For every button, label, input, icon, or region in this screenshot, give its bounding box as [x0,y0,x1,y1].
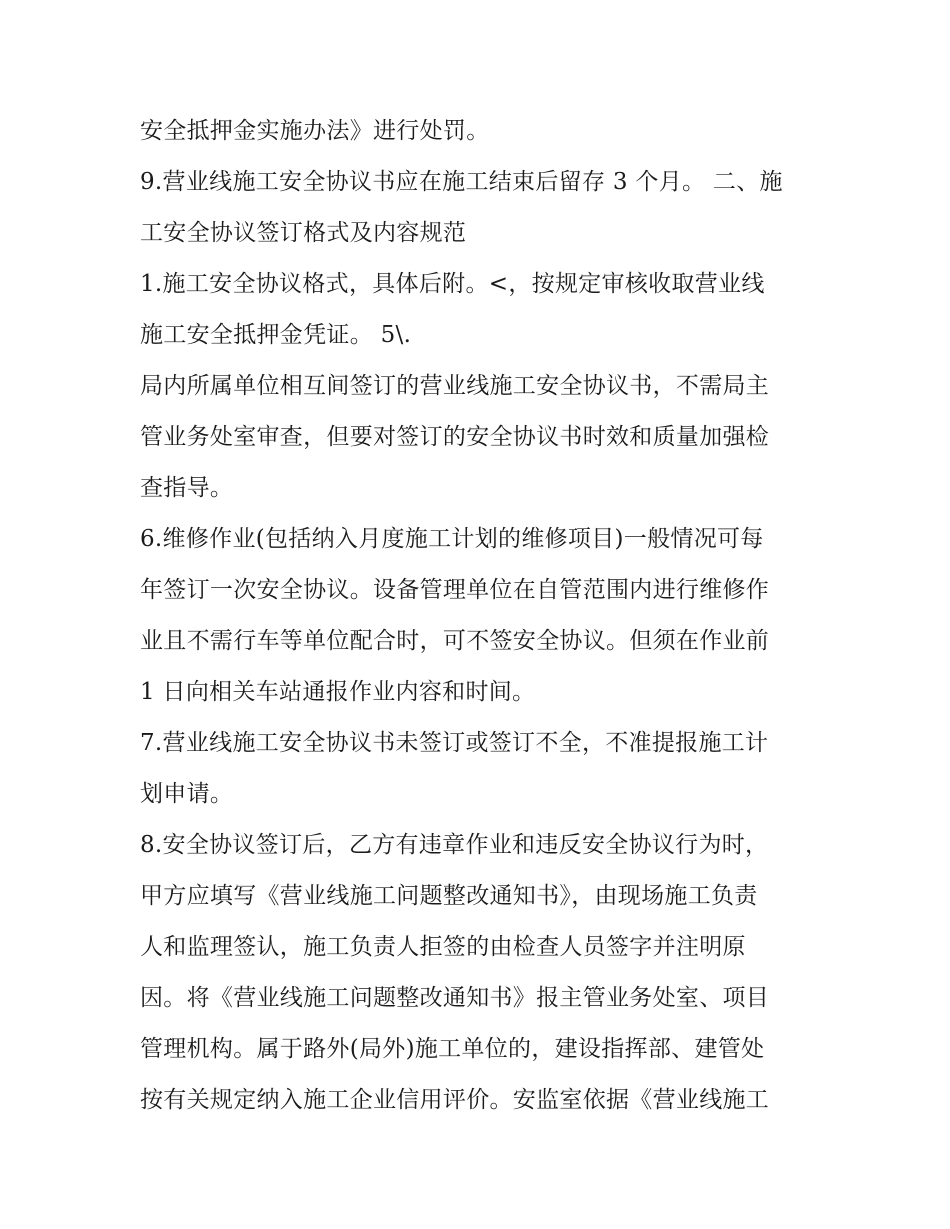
text-line-9: 6.维修作业(包括纳入月度施工计划的维修项目)一般情况可每 [140,526,764,552]
text-line-1: 安全抵押金实施办法》进行处罚。 [140,118,490,144]
text-line-6: 局内所属单位相互间签订的营业线施工安全协议书，不需局主 [140,373,770,399]
text-line-12: 1 日向相关车站通报作业内容和时间。 [140,679,536,705]
text-line-13: 7.营业线施工安全协议书未签订或签订不全，不准提报施工计 [140,730,769,756]
text-line-4: 1.施工安全协议格式，具体后附。<，按规定审核收取营业线 [140,271,765,297]
text-line-5: 施工安全抵押金凭证。 5\. [140,322,412,348]
text-line-18: 因。将《营业线施工问题整改通知书》报主管业务处室、项目 [140,985,770,1011]
text-line-3: 工安全协议签订格式及内容规范 [140,220,467,246]
text-line-7: 管业务处室审查，但要对签订的安全协议书时效和质量加强检 [140,424,770,450]
text-line-10: 年签订一次安全协议。设备管理单位在自管范围内进行维修作 [140,577,770,603]
text-line-14: 划申请。 [140,781,234,807]
text-line-19: 管理机构。属于路外(局外)施工单位的，建设指挥部、建管处 [140,1036,765,1062]
text-line-16: 甲方应填写《营业线施工问题整改通知书》，由现场施工负责 [140,883,758,909]
text-line-11: 业且不需行车等单位配合时，可不签安全协议。但须在作业前 [140,628,770,654]
document-body [140,106,820,1126]
text-line-20: 按有关规定纳入施工企业信用评价。安监室依据《营业线施工 [140,1087,770,1113]
text-line-15: 8.安全协议签订后，乙方有违章作业和违反安全协议行为时， [140,832,769,858]
text-line-2: 9.营业线施工安全协议书应在施工结束后留存 3 个月。 二、施 [140,169,783,195]
text-line-17: 人和监理签认，施工负责人拒签的由检查人员签字并注明原 [140,934,746,960]
text-line-8: 查指导。 [140,475,234,501]
